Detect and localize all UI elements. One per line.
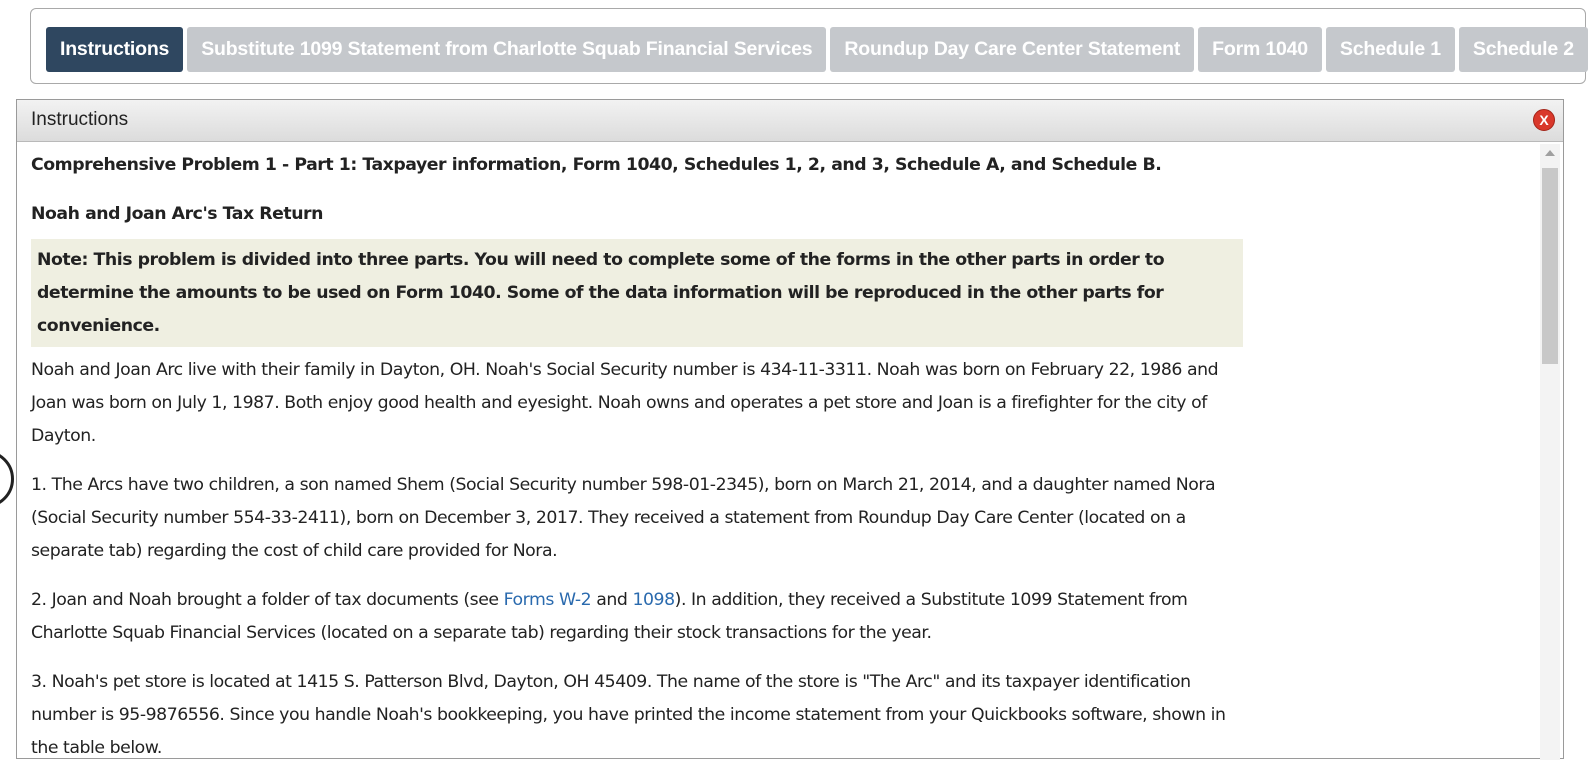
circle-icon <box>0 450 14 508</box>
intro-paragraph: Noah and Joan Arc live with their family in Dayton, OH. Noah's Social Security number is 434-11-3311. Noah was born on February 22, 1986 and Joan was born on July 1, 1987. Both enjoy good health and eyesight. Noah owns and operates a pet store and Joan is a firefighter for the city of Dayton. <box>31 360 1219 446</box>
vertical-scrollbar[interactable] <box>1540 144 1560 760</box>
scroll-up-arrow-icon[interactable] <box>1545 150 1555 156</box>
item-1-paragraph: 1. The Arcs have two children, a son named Shem (Social Security number 598-01-2345), born on March 21, 2014, and a daughter named Nora (Social Security number 554-33-2411), born on December 3, 2017. They received a statement from Roundup Day Care Center (located on a separate tab) regarding the cost of child care provided for Nora. <box>31 475 1216 561</box>
tab-row <box>46 27 1588 72</box>
instructions-content <box>31 152 1243 765</box>
scrollbar-thumb[interactable] <box>1542 168 1558 364</box>
panel-header <box>17 100 1563 142</box>
item-2-paragraph <box>31 584 1243 650</box>
tab-form-1040[interactable]: Form 1040 <box>1198 27 1322 72</box>
instructions-panel <box>16 99 1564 759</box>
item-2-text-start: 2. Joan and Noah brought a folder of tax documents (see <box>31 590 504 610</box>
item-2-text-and: and <box>591 590 633 610</box>
close-icon[interactable]: X <box>1533 109 1555 131</box>
forms-w2-link[interactable]: Forms W-2 <box>503 590 592 610</box>
note-box: Note: This problem is divided into three parts. You will need to complete some of the forms in the other parts in order to determine the amounts to be used on Form 1040. Some of the data information will be reproduced in the other parts for convenience. <box>31 239 1243 347</box>
tab-schedule-2[interactable]: Schedule 2 <box>1459 27 1588 72</box>
tab-bar <box>30 8 1586 84</box>
form-1098-link[interactable]: 1098 <box>632 590 675 610</box>
panel-title: Instructions <box>31 109 129 130</box>
item-2-text-end: ). In addition, they received a Substitute 1099 Statement from Charlotte Squab Financial Services (located on a separate tab) regarding their stock transactions for the year. <box>31 590 1188 643</box>
problem-heading: Comprehensive Problem 1 - Part 1: Taxpayer information, Form 1040, Schedules 1, 2, and 3, Schedule A, and Schedule B. <box>31 155 1162 175</box>
tab-substitute-1099-statement[interactable]: Substitute 1099 Statement from Charlotte Squab Financial Services <box>187 27 826 72</box>
item-3-paragraph: 3. Noah's pet store is located at 1415 S. Patterson Blvd, Dayton, OH 45409. The name of the store is "The Arc" and its taxpayer identification number is 95-9876556. Since you handle Noah's bookkeeping, you have printed the income statement from your Quickbooks software, shown in the table below. <box>31 672 1226 758</box>
tab-schedule-1[interactable]: Schedule 1 <box>1326 27 1455 72</box>
return-subheading: Noah and Joan Arc's Tax Return <box>31 204 323 224</box>
tab-roundup-day-care-statement[interactable]: Roundup Day Care Center Statement <box>830 27 1194 72</box>
tab-instructions[interactable]: Instructions <box>46 27 183 72</box>
